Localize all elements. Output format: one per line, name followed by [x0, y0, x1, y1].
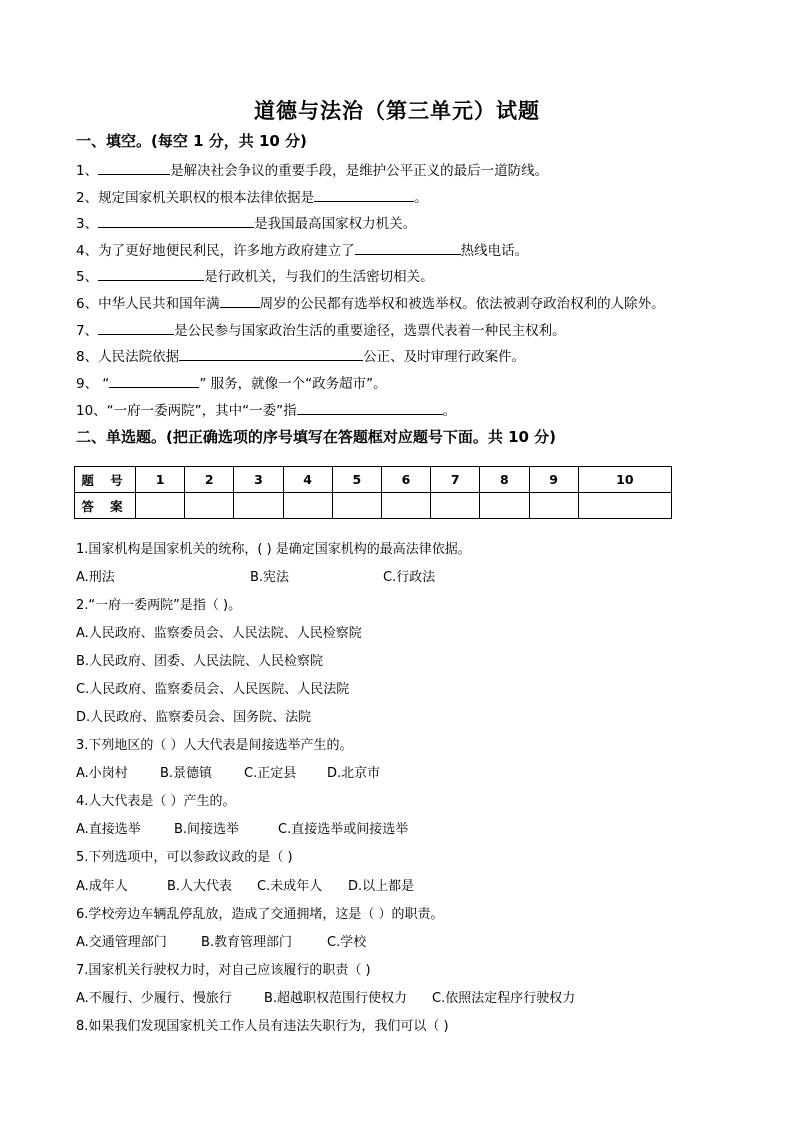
question-number-cell: 1: [136, 467, 185, 493]
fill-item-7-pre: 7、: [76, 323, 99, 339]
fill-item-3-post: 是我国最高国家权力机关。: [254, 216, 417, 232]
q5-option-a: A.成年人: [76, 879, 128, 894]
q3-option-d: D.北京市: [327, 766, 381, 781]
question-2: 2.“一府一委两院”是指（ )。: [76, 598, 242, 613]
answer-cell[interactable]: [431, 493, 480, 519]
question-number-cell: 9: [529, 467, 578, 493]
q2-option-a: A.人民政府、监察委员会、人民法院、人民检察院: [76, 626, 362, 641]
question-number-cell: 8: [480, 467, 529, 493]
fill-blank-9[interactable]: [109, 373, 199, 388]
q1-option-b: B.宪法: [250, 570, 290, 585]
answer-table: [74, 466, 672, 519]
fill-item-6-post: 周岁的公民都有选举权和被选举权。依法被剥夺政治权利的人除外。: [259, 296, 665, 312]
question-6: 6.学校旁边车辆乱停乱放，造成了交通拥堵，这是（ ）的职责。: [76, 907, 444, 922]
fill-blank-3[interactable]: [98, 213, 254, 228]
fill-item-10-pre: 10、“一府一委两院”，其中“一委”指: [76, 403, 297, 419]
fill-item-10-post: 。: [442, 403, 457, 419]
answer-table-answer-row: [75, 493, 672, 519]
fill-blank-1[interactable]: [98, 160, 170, 175]
table-row2-label: 答 案: [75, 493, 136, 519]
fill-item-7: [76, 320, 566, 340]
q4-option-b: B.间接选举: [174, 822, 240, 837]
q2-option-c: C.人民政府、监察委员会、人民医院、人民法院: [76, 682, 350, 697]
fill-item-3-pre: 3、: [76, 216, 99, 232]
fill-blank-4[interactable]: [355, 240, 461, 255]
question-5: 5.下列选项中，可以参政议政的是（ ): [76, 850, 293, 865]
q5-option-d: D.以上都是: [348, 879, 415, 894]
q7-option-c: C.依照法定程序行驶权力: [432, 991, 576, 1006]
fill-item-8-post: 公正、及时审理行政案件。: [363, 349, 526, 365]
fill-item-6: [76, 293, 665, 313]
fill-item-8: [76, 346, 525, 366]
fill-item-10: [76, 400, 456, 420]
q3-option-c: C.正定县: [244, 766, 297, 781]
fill-item-9-post: ” 服务，就像一个“政务超市”。: [199, 376, 387, 392]
fill-item-9: [76, 373, 387, 393]
section1-heading: 一、填空。(每空 1 分，共 10 分): [76, 132, 307, 150]
fill-blank-2[interactable]: [314, 187, 414, 202]
q7-option-b: B.超越职权范围行使权力: [264, 991, 408, 1006]
q6-option-c: C.学校: [327, 935, 367, 950]
q4-option-a: A.直接选举: [76, 822, 141, 837]
fill-item-2: [76, 187, 428, 207]
fill-item-8-pre: 8、人民法院依据: [76, 349, 180, 365]
section2-heading: 二、单选题。(把正确选项的序号填写在答题框对应题号下面。共 10 分): [76, 428, 557, 446]
answer-table-number-row: [75, 467, 672, 493]
q3-option-b: B.景德镇: [160, 766, 213, 781]
table-row1-label: 题 号: [75, 467, 136, 493]
answer-cell[interactable]: [185, 493, 234, 519]
answer-cell[interactable]: [136, 493, 185, 519]
question-number-cell: 2: [185, 467, 234, 493]
q1-option-a: A.刑法: [76, 570, 115, 585]
fill-item-1: [76, 160, 548, 180]
q7-option-a: A.不履行、少履行、慢旅行: [76, 991, 232, 1006]
fill-item-1-post: 是解决社会争议的重要手段，是维护公平正义的最后一道防线。: [170, 163, 549, 179]
fill-item-2-post: 。: [414, 190, 428, 206]
fill-item-2-pre: 2、规定国家机关职权的根本法律依据是: [76, 190, 315, 206]
q5-option-b: B.人大代表: [167, 879, 233, 894]
fill-item-4-pre: 4、为了更好地便民利民，许多地方政府建立了: [76, 243, 355, 259]
answer-cell[interactable]: [529, 493, 578, 519]
question-number-cell: 5: [332, 467, 381, 493]
question-8: 8.如果我们发现国家机关工作人员有违法失职行为，我们可以（ ): [76, 1019, 449, 1034]
question-number-cell: 10: [578, 467, 671, 493]
fill-item-5: [76, 266, 434, 286]
answer-cell[interactable]: [332, 493, 381, 519]
fill-item-7-post: 是公民参与国家政治生活的重要途径，选票代表着一种民主权利。: [174, 323, 566, 339]
question-number-cell: 7: [431, 467, 480, 493]
question-number-cell: 4: [283, 467, 332, 493]
fill-blank-6[interactable]: [220, 293, 260, 308]
q2-option-d: D.人民政府、监察委员会、国务院、法院: [76, 710, 312, 725]
q4-option-c: C.直接选举或间接选举: [278, 822, 409, 837]
q6-option-a: A.交通管理部门: [76, 935, 167, 950]
fill-item-9-pre: 9、 “: [76, 376, 110, 392]
fill-blank-5[interactable]: [98, 266, 204, 281]
question-number-cell: 3: [234, 467, 283, 493]
question-number-cell: 6: [381, 467, 430, 493]
fill-item-4: [76, 240, 528, 260]
fill-blank-8[interactable]: [179, 346, 363, 361]
fill-item-5-pre: 5、: [76, 269, 99, 285]
answer-cell[interactable]: [283, 493, 332, 519]
fill-item-6-pre: 6、中华人民共和国年满: [76, 296, 220, 312]
question-7: 7.国家机关行驶权力时，对自己应该履行的职责（ ): [76, 963, 371, 978]
answer-cell[interactable]: [578, 493, 671, 519]
fill-item-4-post: 热线电话。: [460, 243, 529, 259]
question-4: 4.人大代表是（ ）产生的。: [76, 794, 236, 809]
fill-item-5-post: 是行政机关，与我们的生活密切相关。: [204, 269, 434, 285]
fill-item-1-pre: 1、: [76, 163, 99, 179]
fill-item-3: [76, 213, 416, 233]
fill-blank-7[interactable]: [98, 320, 174, 335]
answer-cell[interactable]: [480, 493, 529, 519]
answer-cell[interactable]: [234, 493, 283, 519]
q3-option-a: A.小岗村: [76, 766, 128, 781]
fill-blank-10[interactable]: [297, 400, 443, 415]
q6-option-b: B.教育管理部门: [201, 935, 293, 950]
q1-option-c: C.行政法: [383, 570, 436, 585]
question-1: 1.国家机构是国家机关的统称，( ) 是确定国家机构的最高法律依据。: [76, 542, 471, 557]
q2-option-b: B.人民政府、团委、人民法院、人民检察院: [76, 654, 324, 669]
question-3: 3.下列地区的（ ）人大代表是间接选举产生的。: [76, 738, 353, 753]
exam-title: 道德与法治（第三单元）试题: [254, 99, 540, 123]
answer-cell[interactable]: [381, 493, 430, 519]
q5-option-c: C.未成年人: [257, 879, 323, 894]
